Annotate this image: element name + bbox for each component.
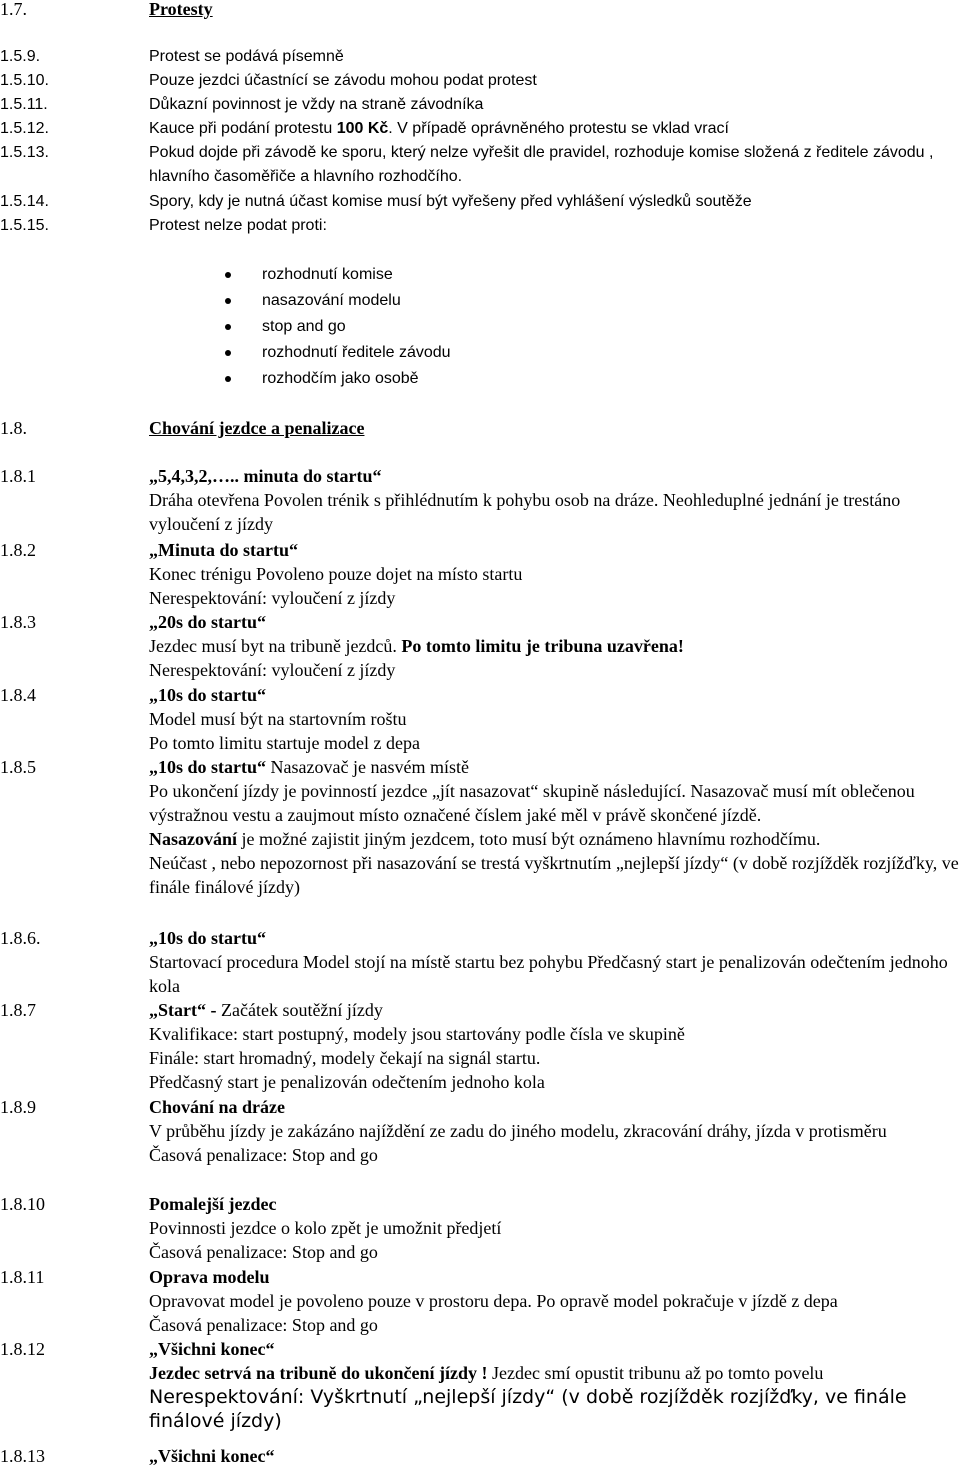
rule-number: 1.8.4 <box>0 685 36 705</box>
rule-text: Povinnosti jezdce o kolo zpět je umožnit předjetí <box>149 1218 502 1238</box>
bullet-icon <box>225 272 231 278</box>
bullet-list <box>225 262 725 392</box>
rule-text-a: Kauce při podání protestu <box>149 120 337 137</box>
rule-text: Jezdec musí byt na tribuně jezdců. Po tomto limitu je tribuna uzavřena! <box>149 636 684 656</box>
list-item: rozhodnutí komise <box>225 262 725 288</box>
rule-text: Konec trénigu Povoleno pouze dojet na místo startu <box>149 564 523 584</box>
rule-text: Startovací procedura Model stojí na místě startu bez pohybu Předčasný start je penalizován odečtením jednoho kola <box>149 952 948 996</box>
rule-number: 1.8.13 <box>0 1446 45 1466</box>
rule-title: „20s do startu“ <box>149 612 267 632</box>
rule-number: 1.5.12. <box>0 120 49 137</box>
rule-title-line: „10s do startu“ Nasazovač je nasvém místě <box>149 757 469 777</box>
rule-text: Dráha otevřena Povolen trénik s přihlédnutím k pohybu osob na dráze. Neohleduplné jednání je trestáno vyloučení z jízdy <box>149 490 901 534</box>
rule-number: 1.5.13. <box>0 144 49 161</box>
rule-title-line: „Start“ - Začátek soutěžní jízdy <box>149 1000 383 1020</box>
rule-number: 1.8.9 <box>0 1097 36 1117</box>
rule-title: „5,4,3,2,….. minuta do startu“ <box>149 466 382 486</box>
rule-text: Finále: start hromadný, modely čekají na signál startu. <box>149 1048 541 1068</box>
rule-text: Jezdec setrvá na tribuně do ukončení jízdy ! Jezdec smí opustit tribunu až po tomto povelu <box>149 1363 824 1383</box>
rule-text: Pouze jezdci účastnící se závodu mohou podat protest <box>149 72 537 89</box>
rule-penalty: Nerespektování: vyloučení z jízdy <box>149 660 396 680</box>
section-number: 1.7. <box>0 0 27 19</box>
rule-text: Důkazní povinnost je vždy na straně závodníka <box>149 96 484 113</box>
rule-number: 1.8.11 <box>0 1267 45 1287</box>
rule-text: Nasazování je možné zajistit jiným jezdcem, toto musí být oznámeno hlavnímu rozhodčímu. <box>149 829 821 849</box>
section-title: Chování jezdce a penalizace <box>149 418 365 438</box>
rule-text: V průběhu jízdy je zakázáno najíždění ze zadu do jiného modelu, zkracování dráhy, jízda v protisměru <box>149 1121 887 1141</box>
rule-title: „10s do startu“ <box>149 928 267 948</box>
rule-penalty: Neúčast , nebo nepozornost při nasazování se trestá vyškrtnutím „nejlepší jízdy“ (v době rozjížděk rozjížďky, ve finále finálové jízdy) <box>149 853 959 897</box>
rule-number: 1.8.2 <box>0 540 36 560</box>
rule-title: Oprava modelu <box>149 1267 270 1287</box>
rule-text-c: . V případě oprávněného protestu se vklad vrací <box>388 120 729 137</box>
list-item: nasazování modelu <box>225 288 725 314</box>
rule-number: 1.8.5 <box>0 757 36 777</box>
rule-number: 1.8.6. <box>0 928 41 948</box>
rule-text: Pokud dojde při závodě ke sporu, který nelze vyřešit dle pravidel, rozhoduje komise složená z ředitele závodu , hlavního časoměřiče a hlavního rozhodčího. <box>149 144 934 185</box>
rule-text: Protest se podává písemně <box>149 48 344 65</box>
rule-title: Chování na dráze <box>149 1097 286 1117</box>
rule-number: 1.8.1 <box>0 466 36 486</box>
deposit-amount: 100 Kč <box>336 120 389 137</box>
bullet-icon <box>225 298 231 304</box>
list-item: stop and go <box>225 314 725 340</box>
rule-title: „Všichni konec“ <box>149 1339 275 1359</box>
rule-penalty: Časová penalizace: Stop and go <box>149 1315 378 1335</box>
rule-text: Model musí být na startovním roštu <box>149 709 407 729</box>
rule-penalty: Nerespektování: vyloučení z jízdy <box>149 588 396 608</box>
rule-penalty: Časová penalizace: Stop and go <box>149 1242 378 1262</box>
bullet-icon <box>225 324 231 330</box>
rule-number: 1.8.12 <box>0 1339 45 1359</box>
section-number: 1.8. <box>0 418 27 438</box>
rule-number: 1.5.15. <box>0 217 49 234</box>
rule-emphasis: Jezdec setrvá na tribuně do ukončení jízdy ! <box>149 1363 488 1383</box>
rule-title: „10s do startu“ <box>149 757 267 777</box>
rule-title: Pomalejší jezdec <box>149 1194 277 1214</box>
rule-title: „Start“ - <box>149 1000 221 1020</box>
rule-title: „Všichni konec“ <box>149 1446 275 1466</box>
section-title: Protesty <box>149 0 213 19</box>
rule-text: Po ukončení jízdy je povinností jezdce „jít nasazovat“ skupině následující. Nasazovač musí mít oblečenou výstražnou vestu a zaujmout místo označené číslem jaké měl v právě skončené jízdě. <box>149 781 915 825</box>
rule-number: 1.5.9. <box>0 48 41 65</box>
rule-text: Spory, kdy je nutná účast komise musí být vyřešeny před vyhlášení výsledků soutěže <box>149 193 752 210</box>
rule-text: Kvalifikace: start postupný, modely jsou startovány podle čísla ve skupině <box>149 1024 685 1044</box>
list-item: rozhodčím jako osobě <box>225 366 725 392</box>
rule-text: Protest nelze podat proti: <box>149 217 327 234</box>
rule-penalty: Časová penalizace: Stop and go <box>149 1145 378 1165</box>
rule-number: 1.8.3 <box>0 612 36 632</box>
rule-title: „10s do startu“ <box>149 685 267 705</box>
bullet-icon <box>225 376 231 382</box>
rule-number: 1.8.7 <box>0 1000 36 1020</box>
rule-penalty: Nerespektování: Vyškrtnutí „nejlepší jízdy“ (v době rozjížděk rozjížďky, ve finále finálové jízdy) <box>149 1386 907 1432</box>
rule-text <box>149 117 959 141</box>
rule-text: Opravovat model je povoleno pouze v prostoru depa. Po opravě model pokračuje v jízdě z depa <box>149 1291 838 1311</box>
bullet-icon <box>225 350 231 356</box>
list-item: rozhodnutí ředitele závodu <box>225 340 725 366</box>
rule-number: 1.5.10. <box>0 72 49 89</box>
rule-penalty: Předčasný start je penalizován odečtením jednoho kola <box>149 1072 545 1092</box>
rule-number: 1.8.10 <box>0 1194 45 1214</box>
rule-emphasis: Po tomto limitu je tribuna uzavřena! <box>401 636 684 656</box>
rule-text: Po tomto limitu startuje model z depa <box>149 733 420 753</box>
rule-title: „Minuta do startu“ <box>149 540 299 560</box>
rule-number: 1.5.14. <box>0 193 49 210</box>
rule-number: 1.5.11. <box>0 96 48 113</box>
